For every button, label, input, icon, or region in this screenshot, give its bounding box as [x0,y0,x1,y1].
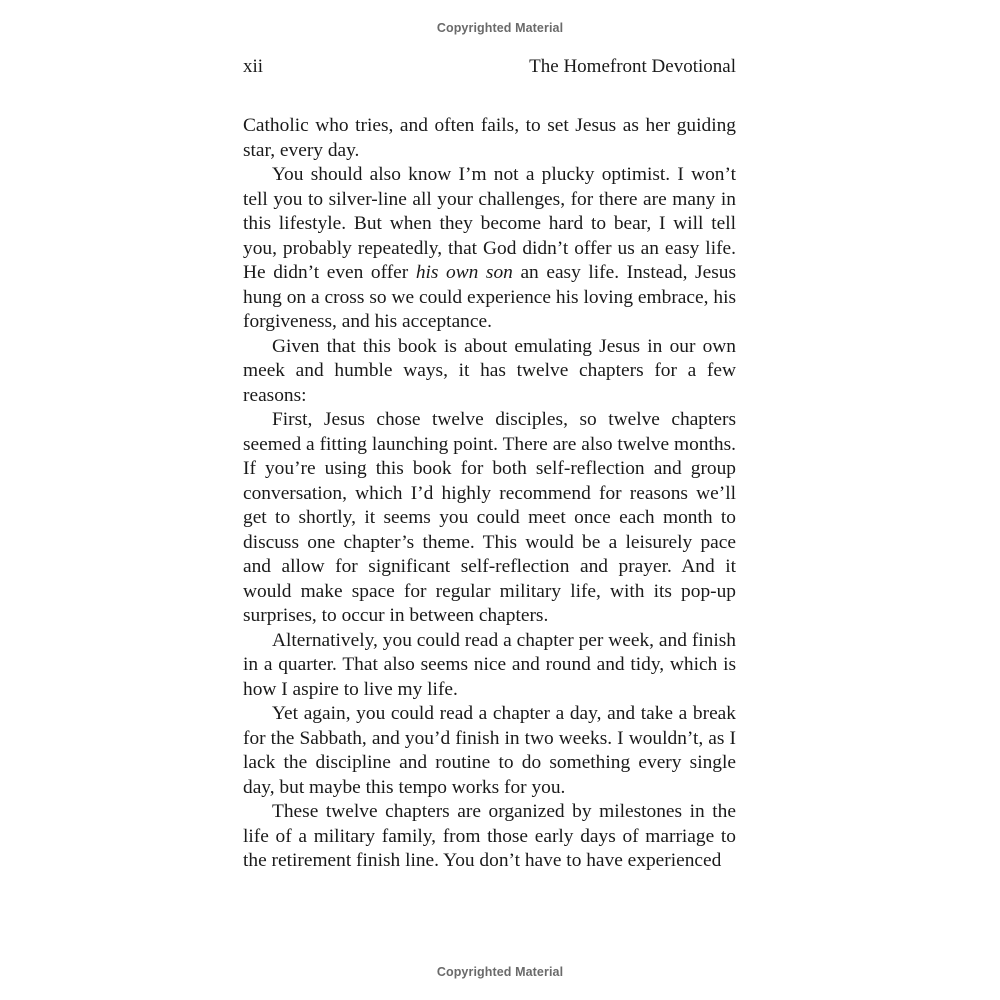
paragraph: Given that this book is about emulating Jesus in our own meek and humble ways, it has twelve chapters for a few reasons: [243,335,736,406]
book-title: The Homefront Devotional [529,56,736,77]
paragraph-text: You should also know I’m not a plucky optimist. I won’t tell you to silver-line all your challenges, for there are many in this lifestyle. But when they become hard to bear, I will tell you, probably repeatedly, that God didn’t offer us an easy life. [243,164,736,259]
running-head [243,56,736,82]
paragraph-text: He didn’t even offer [243,262,416,283]
paragraph: Alternatively, you could read a chapter per week, and finish in a quarter. That also seems nice and round and tidy, which is how I aspire to live my life. [243,629,736,700]
paragraph: Yet again, you could read a chapter a day, and take a break for the Sabbath, and you’d finish in two weeks. I wouldn’t, as I lack the discipline and routine to do something every single day, but maybe this tempo works for you. [243,703,736,798]
paragraph-text: an easy life. Instead, Jesus hung on a cross so we could experience his loving embrace, his forgiveness, and his acceptance. [243,262,736,332]
page-number: xii [243,56,264,77]
copyright-watermark-bottom: Copyrighted Material [436,965,564,979]
paragraph: First, Jesus chose twelve disciples, so twelve chapters seemed a fitting launching point. There are also twelve months. If you’re using this book for both self-reflection and group conversation, which I’d highly recommend for reasons we’ll get to shortly, it seems you could meet once each month to discuss one chapter’s theme. This would be a leisurely pace and allow for significant self-reflection and prayer. And it would make space for regular military life, with its pop-up surprises, to occur in between chapters. [243,409,736,626]
paragraph: These twelve chapters are organized by milestones in the life of a military family, from those early days of marriage to the retirement finish line. You don’t have to have experienced [243,801,736,871]
body-text [243,114,736,874]
paragraph [243,163,736,335]
copyright-watermark-top: Copyrighted Material [436,21,564,35]
paragraph-continued: Catholic who tries, and often fails, to set Jesus as her guiding star, every day. [243,115,736,161]
emphasis-text: his own son [415,262,513,283]
